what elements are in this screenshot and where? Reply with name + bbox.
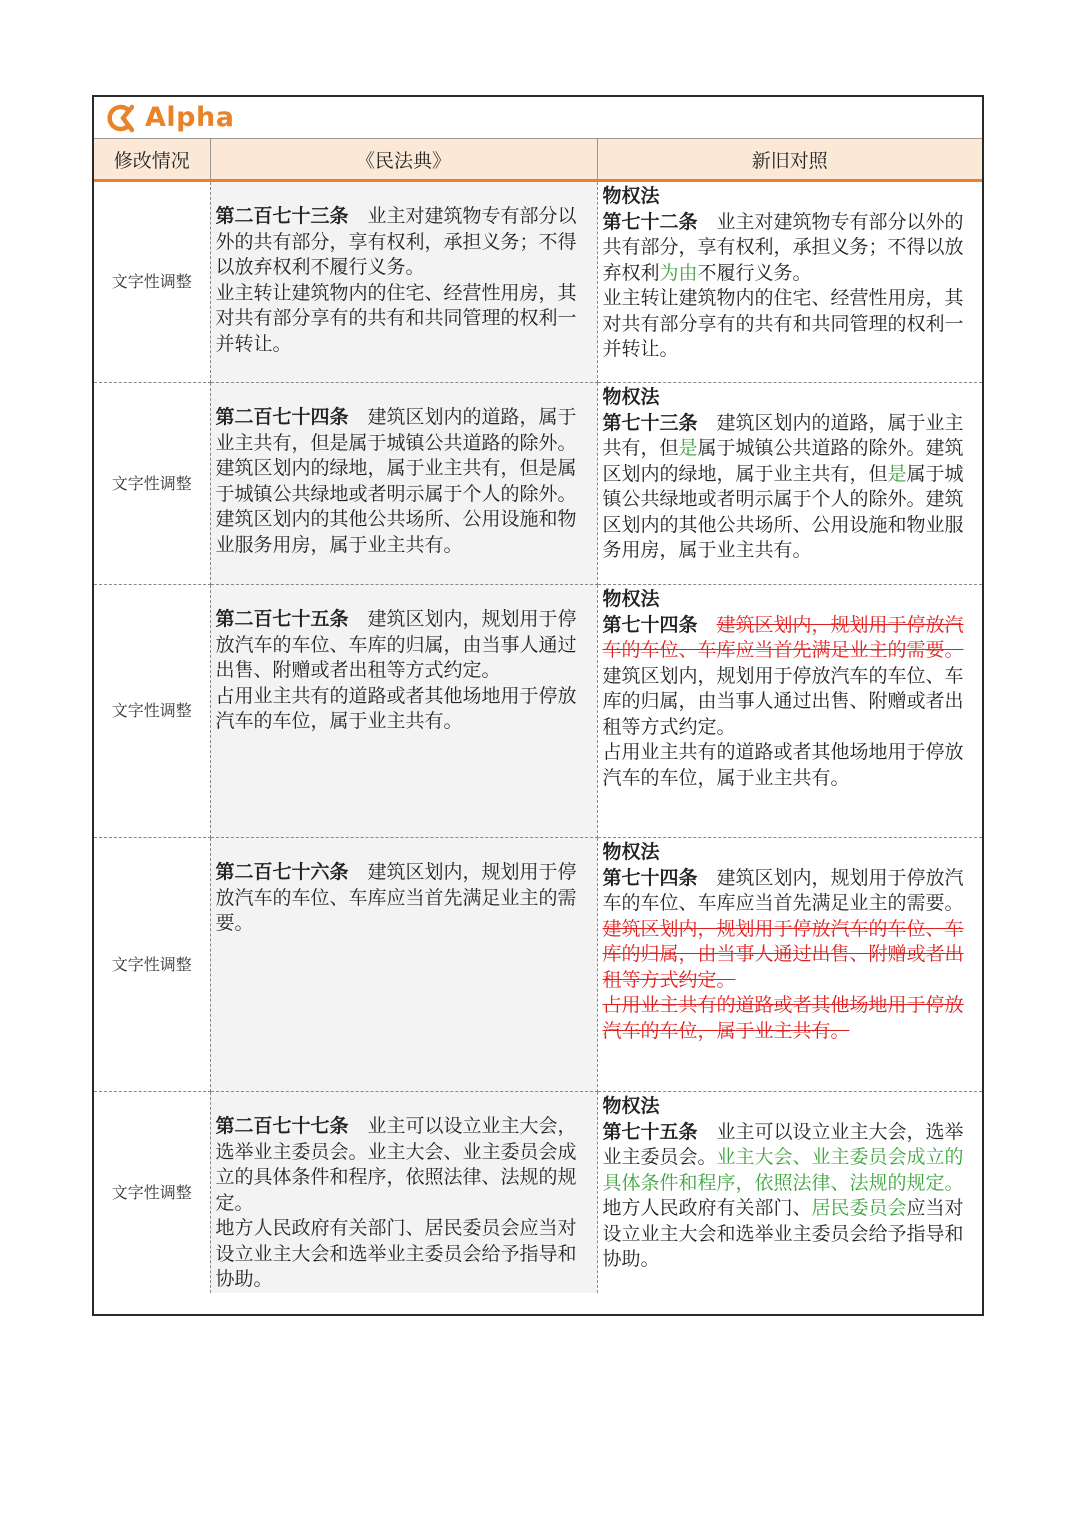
change-type-cell: 文字性调整 <box>94 585 210 838</box>
article-number: 第七十四条 <box>602 866 698 889</box>
column-header-civil-code: 《民法典》 <box>210 139 597 181</box>
table-row <box>94 383 982 585</box>
article-number: 第二百七十三条 <box>215 205 349 227</box>
comparison-cell <box>597 383 982 585</box>
old-law-paragraph <box>603 866 979 917</box>
comparison-sheet <box>92 95 984 1316</box>
civil-code-paragraph <box>216 204 591 281</box>
old-law-paragraph: 占用业主共有的道路或者其他场地用于停放汽车的车位，属于业主共有。 <box>602 741 964 789</box>
article-number: 第七十三条 <box>602 411 698 434</box>
comparison-cell <box>597 1092 982 1293</box>
deleted-paragraph: 建筑区划内，规划用于停放汽车的车位、车库的归属，由当事人通过出售、附赠或者出租等方式约定。 <box>602 917 964 991</box>
old-law-paragraph <box>603 1196 979 1273</box>
civil-code-paragraph: 业主转让建筑物内的住宅、经营性用房，其对共有部分享有的共有和共同管理的权利一并转让。 <box>215 281 577 355</box>
old-law-paragraph: 业主转让建筑物内的住宅、经营性用房，其对共有部分享有的共有和共同管理的权利一并转让。 <box>602 287 964 360</box>
article-text: 业主可以设立业主大会，选举业主委员会。业主大会、业主委员会成立的具体条件和程序，依照法律、法规的规定。 <box>215 1115 577 1214</box>
changed-text: 业主大会、业主委员会成立的具体条件和程序，依照法律、法规的规定。 <box>602 1146 964 1194</box>
change-type-cell: 文字性调整 <box>94 838 210 1092</box>
brand-name: Alpha <box>145 102 235 133</box>
comparison-cell <box>597 838 982 1092</box>
changed-text: 为由 <box>659 261 698 284</box>
article-number: 第七十二条 <box>602 210 698 233</box>
deleted-paragraph: 占用业主共有的道路或者其他场地用于停放汽车的车位，属于业主共有。 <box>602 994 964 1042</box>
old-law-paragraph: 建筑区划内，规划用于停放汽车的车位、车库的归属，由当事人通过出售、附赠或者出租等方式约定。 <box>602 664 964 738</box>
civil-code-paragraph <box>216 405 591 558</box>
changed-text: 居民委员会 <box>811 1197 907 1219</box>
column-header-change-type: 修改情况 <box>94 139 210 181</box>
old-law-paragraph <box>603 613 979 664</box>
changed-text: 是 <box>678 437 698 459</box>
column-header-comparison: 新旧对照 <box>597 139 982 181</box>
article-number: 第七十四条 <box>602 613 698 636</box>
comparison-cell <box>597 181 982 383</box>
old-law-name: 物权法 <box>602 588 660 610</box>
old-law-name: 物权法 <box>602 841 660 863</box>
civil-code-cell <box>210 383 597 585</box>
table-header-row <box>94 139 982 181</box>
old-law-paragraph <box>603 210 979 287</box>
civil-code-cell <box>210 1092 597 1293</box>
article-text: 建筑区划内，规划用于停放汽车的车位、车库应当首先满足业主的需要。 <box>215 861 577 934</box>
article-text: 属于城镇公共道路的除外。建筑区划内的绿地，属于业主共有，但 <box>602 437 964 485</box>
civil-code-cell <box>210 585 597 838</box>
article-number: 第七十五条 <box>602 1120 698 1143</box>
civil-code-paragraph: 地方人民政府有关部门、居民委员会应当对设立业主大会和选举业主委员会给予指导和协助。 <box>215 1217 577 1290</box>
change-type-cell: 文字性调整 <box>94 1092 210 1293</box>
civil-code-cell <box>210 838 597 1092</box>
civil-code-paragraph <box>216 1114 591 1216</box>
old-law-paragraph <box>603 411 979 564</box>
article-number: 第二百七十五条 <box>215 608 349 630</box>
brand-header <box>94 97 982 139</box>
article-number: 第二百七十六条 <box>215 861 349 883</box>
article-text: 地方人民政府有关部门、 <box>602 1197 812 1219</box>
article-number: 第二百七十七条 <box>215 1115 349 1137</box>
civil-code-paragraph <box>216 607 591 684</box>
comparison-cell <box>597 585 982 838</box>
civil-code-cell <box>210 181 597 383</box>
alpha-logo-icon <box>102 103 134 133</box>
deleted-text: 建筑区划内，规划用于停放汽车的车位、车库应当首先满足业主的需要。 <box>602 613 964 661</box>
old-law-name: 物权法 <box>602 1095 660 1117</box>
article-number: 第二百七十四条 <box>215 406 349 428</box>
table-row <box>94 181 982 383</box>
change-type-cell: 文字性调整 <box>94 181 210 383</box>
table-row <box>94 585 982 838</box>
comparison-table <box>94 139 982 1293</box>
article-text: 属于城镇公共绿地或者明示属于个人的除外。建筑区划内的其他公共场所、公用设施和物业服务用房，属于业主共有。 <box>602 462 964 561</box>
article-text: 应当对设立业主大会和选举业主委员会给予指导和协助。 <box>602 1197 964 1270</box>
changed-text: 是 <box>887 462 907 485</box>
old-law-name: 物权法 <box>602 185 660 207</box>
table-row <box>94 838 982 1092</box>
article-text: 业主可以设立业主大会，选举业主委员会。 <box>602 1120 964 1168</box>
article-text: 建筑区划内，规划用于停放汽车的车位、车库的归属，由当事人通过出售、附赠或者出租等方式约定。 <box>215 608 577 681</box>
article-text: 业主对建筑物专有部分以外的共有部分，享有权利，承担义务；不得以放弃权利不履行义务。 <box>215 205 577 278</box>
article-text: 不履行义务。 <box>697 261 812 284</box>
civil-code-paragraph: 占用业主共有的道路或者其他场地用于停放汽车的车位，属于业主共有。 <box>215 684 577 732</box>
article-text: 建筑区划内的道路，属于业主共有，但 <box>602 411 964 459</box>
article-text: 建筑区划内的道路，属于业主共有，但是属于城镇公共道路的除外。建筑区划内的绿地，属于业主共有，但是属于城镇公共绿地或者明示属于个人的除外。建筑区划内的其他公共场所、公用设施和物业服务用房，属于业主共有。 <box>215 406 577 556</box>
old-law-paragraph <box>603 1120 979 1197</box>
article-text: 建筑区划内，规划用于停放汽车的车位、车库应当首先满足业主的需要。 <box>602 866 964 914</box>
civil-code-paragraph <box>216 860 591 937</box>
change-type-cell: 文字性调整 <box>94 383 210 585</box>
article-text: 业主对建筑物专有部分以外的共有部分，享有权利，承担义务；不得以放弃权利 <box>602 210 964 284</box>
old-law-name: 物权法 <box>602 386 660 408</box>
table-row <box>94 1092 982 1293</box>
